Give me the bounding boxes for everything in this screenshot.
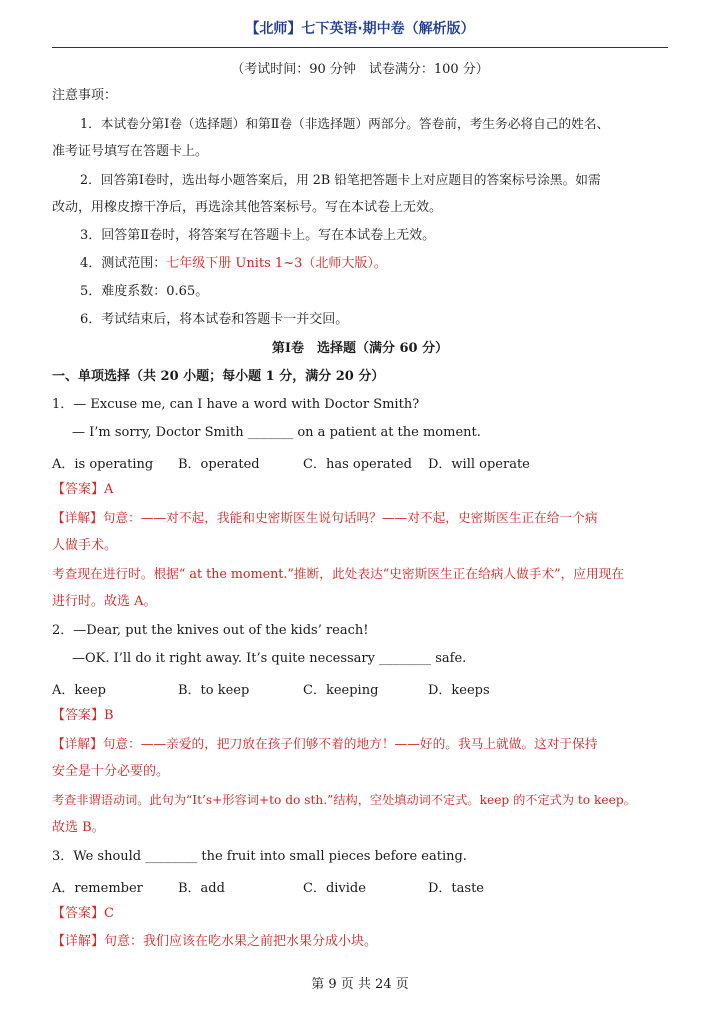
document-header: 【北师】七下英语·期中卷（解析版） bbox=[245, 21, 475, 37]
section-title: 第Ⅰ卷 选择题（满分 60 分） bbox=[271, 341, 449, 356]
question-2-detail-cont: 安全是十分必要的。 bbox=[52, 764, 170, 779]
note-item-4-label: 4．测试范围： bbox=[80, 256, 167, 271]
question-3-stem: 3．We should ________ the fruit into small pieces before eating. bbox=[52, 849, 467, 864]
question-1-analysis: 考查现在进行时。根据“ at the moment.”推断，此处表达“史密斯医生正在给病人做手术”，应用现在 bbox=[52, 566, 625, 581]
question-1-stem-reply: — I’m sorry, Doctor Smith _______ on a patient at the moment. bbox=[72, 425, 481, 440]
question-2-option-d: D．keeps bbox=[428, 683, 490, 698]
header-divider bbox=[52, 47, 668, 48]
question-2-stem: 2．—Dear, put the knives out of the kids’ reach! bbox=[52, 623, 369, 638]
part-title: 一、单项选择（共 20 小题；每小题 1 分，满分 20 分） bbox=[52, 369, 385, 384]
question-2-detail: 【详解】句意：——亲爱的，把刀放在孩子们够不着的地方！——好的。我马上就做。这对于保持 bbox=[52, 736, 598, 751]
question-1-analysis-cont: 进行时。故选 A。 bbox=[52, 594, 157, 609]
question-1-detail-cont: 人做手术。 bbox=[52, 538, 118, 553]
question-2-option-c: C．keeping bbox=[303, 683, 379, 698]
question-2-answer: 【答案】B bbox=[52, 708, 114, 723]
note-item-3: 3．回答第Ⅱ卷时，将答案写在答题卡上。写在本试卷上无效。 bbox=[80, 228, 436, 243]
question-3-option-b: B．add bbox=[178, 881, 225, 896]
test-range: 七年级下册 Units 1~3（北师大版）。 bbox=[166, 256, 387, 271]
note-item-4 bbox=[80, 255, 387, 273]
note-item-1: 1．本试卷分第Ⅰ卷（选择题）和第Ⅱ卷（非选择题）两部分。答卷前，考生务必将自己的姓名、 bbox=[80, 116, 610, 131]
question-1-answer: 【答案】A bbox=[52, 482, 114, 497]
note-item-2-cont: 改动，用橡皮擦干净后，再选涂其他答案标号。写在本试卷上无效。 bbox=[52, 200, 443, 215]
note-item-6: 6．考试结束后，将本试卷和答题卡一并交回。 bbox=[80, 312, 349, 327]
question-3-answer: 【答案】C bbox=[52, 906, 114, 921]
question-1-option-b: B．operated bbox=[178, 457, 260, 472]
question-1-option-d: D．will operate bbox=[428, 457, 530, 472]
question-1-option-c: C．has operated bbox=[303, 457, 412, 472]
question-3-option-c: C．divide bbox=[303, 881, 366, 896]
question-1-detail: 【详解】句意：——对不起，我能和史密斯医生说句话吗？——对不起，史密斯医生正在给一个病 bbox=[52, 510, 598, 525]
question-3-option-a: A．remember bbox=[52, 881, 143, 896]
exam-info: （考试时间：90 分钟 试卷满分：100 分） bbox=[231, 62, 489, 77]
question-2-analysis-cont: 故选 B。 bbox=[52, 820, 105, 835]
question-3-detail: 【详解】句意：我们应该在吃水果之前把水果分成小块。 bbox=[52, 934, 378, 949]
question-1-option-a: A．is operating bbox=[52, 457, 154, 472]
page-number: 第 9 页 共 24 页 bbox=[311, 977, 409, 992]
note-item-5: 5．难度系数：0.65。 bbox=[80, 284, 209, 299]
question-3-option-d: D．taste bbox=[428, 881, 484, 896]
question-2-option-a: A．keep bbox=[52, 683, 106, 698]
question-2-stem-reply: —OK. I’ll do it right away. It’s quite necessary ________ safe. bbox=[72, 651, 467, 666]
note-item-1-cont: 准考证号填写在答题卡上。 bbox=[52, 144, 209, 159]
question-1-stem: 1．— Excuse me, can I have a word with Doctor Smith? bbox=[52, 397, 420, 412]
note-item-2: 2．回答第Ⅰ卷时，选出每小题答案后，用 2B 铅笔把答题卡上对应题目的答案标号涂黑。如需 bbox=[80, 172, 601, 187]
question-2-option-b: B．to keep bbox=[178, 683, 250, 698]
notes-heading: 注意事项： bbox=[52, 88, 118, 103]
question-2-analysis: 考查非谓语动词。此句为“It’s+形容词+to do sth.”结构，空处填动词不定式。keep 的不定式为 to keep。 bbox=[52, 793, 636, 807]
